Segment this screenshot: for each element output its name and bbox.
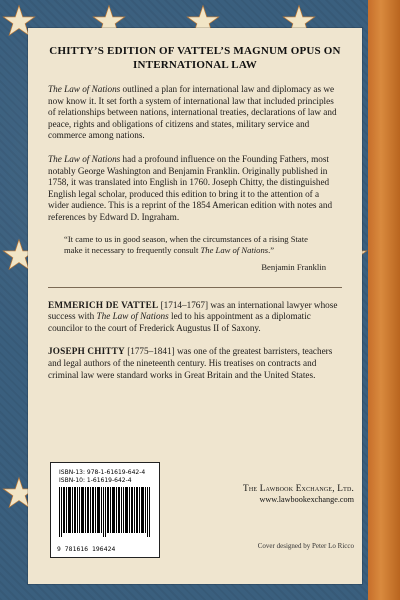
bio-vattel-text-b: led to his appointment as a diplomatic councilor to the court of Frederick Augustus II of Saxony.: [48, 311, 311, 333]
quote-attribution: Benjamin Franklin: [261, 261, 326, 272]
spine-edge-strip: [368, 0, 400, 600]
barcode-digits: 9 781616 196424: [57, 546, 116, 553]
bio-vattel: [48, 300, 342, 335]
panel-content: [48, 44, 342, 381]
text-panel: [28, 28, 362, 584]
book-title: The Law of Nations: [96, 311, 169, 322]
divider-rule: [48, 287, 342, 288]
editor-name: JOSEPH CHITTY: [48, 346, 125, 357]
quote-text-after: .”: [268, 244, 275, 255]
paragraph-1: [48, 84, 342, 142]
publisher-block: [204, 483, 354, 504]
bio-vattel-text-a: [1714–1767] was an international lawyer whose success with: [48, 299, 338, 322]
book-title: The Law of Nations: [48, 153, 121, 164]
paragraph-2: [48, 154, 342, 224]
paragraph-1-text: outlined a plan for international law and diplomacy as we now know it. It set forth a system of international law that included principles of relationships between nations, international treaties, declarations of law and peace, rights and obligations of citizens and states, military service and commerce among nations.: [48, 84, 337, 141]
franklin-quote: [64, 234, 326, 273]
publisher-website: www.lawbookexchange.com: [259, 495, 354, 504]
isbn-barcode: [50, 462, 160, 558]
author-name: EMMERICH DE VATTEL: [48, 299, 159, 310]
quote-text-before: “It came to us in good season, when the circumstances of a rising State make it necessary to frequently consult: [64, 233, 308, 255]
cover-designer-credit: Cover designed by Peter Lo Ricco: [257, 542, 354, 550]
paragraph-2-text: had a profound influence on the Founding Fathers, most notably George Washington and Benjamin Franklin. Originally published in 1758, it was translated into English in 1760. Joseph Chitty, the distinguished English legal scholar, produced this edition to bring it to the attention of a wider audience. This is a reprint of the 1854 American edition with notes and references by Edward D. Ingraham.: [48, 153, 333, 222]
book-title: The Law of Nations: [48, 84, 121, 94]
bio-chitty: [48, 346, 342, 381]
bio-chitty-text: [1775–1841] was one of the greatest barristers, teachers and legal authors of the nineteenth century. His treatises on contracts and criminal law were standard works in Great Britain and the United States.: [48, 346, 333, 380]
cover-headline: CHITTY’S EDITION OF VATTEL’S MAGNUM OPUS ON INTERNATIONAL LAW: [49, 45, 341, 71]
barcode-bars: [59, 487, 151, 537]
isbn-10: ISBN-10: 1-61619-642-4: [59, 477, 132, 484]
isbn-lines: [59, 469, 145, 485]
publisher-name: The Lawbook Exchange, Ltd.: [243, 483, 354, 493]
isbn-13: ISBN-13: 978-1-61619-642-4: [59, 469, 146, 476]
quote-book-title: The Law of Nations: [200, 244, 269, 255]
